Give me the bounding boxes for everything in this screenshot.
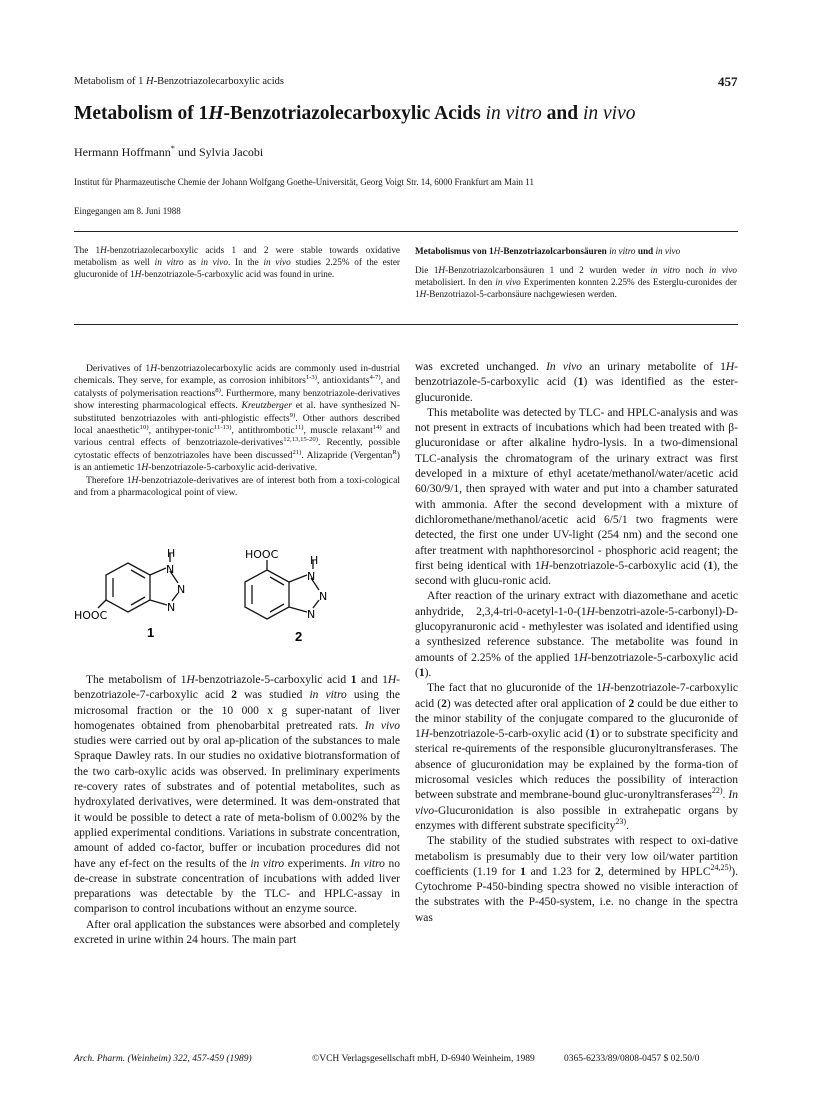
structure-2-hooc: HOOC — [245, 548, 279, 561]
structure-2 — [225, 545, 375, 645]
right-paragraph-5: The stability of the studied substrates with respect to oxi-dative metabolism is presumably due to their very low oil/water partition coefficients (1.19 for 1 and 1.23 for 2, determined by HPLC$^{24,25)}$). Cytochrome P-450-binding spectra showed no visible interaction of the substrates with the P-450-system, i.e. no change in the spectra was — [415, 835, 739, 924]
structure-1 — [70, 545, 210, 645]
structure-2-h: H — [310, 554, 319, 567]
right-paragraph-4: The fact that no glucuronide of the 1H-benzotriazole-7-carboxylic acid (2) was detected after oral application of 2 could be due either to the minor stability of the conjugate compared to the glucuronide of 1H-benzotriazole-5-carb-oxylic acid (1) or to substrate specificity and sterical re-quirements of the responsible glucuronyltransferases. The absence of glucuronidation may be explained by the forma-tion of microsomal vesicles which reduces the possibility of interaction between substrate and membrane-bound gluc-uronyltransferases$^{22)}$. In vivo-Glucuronidation is also possible in extrahepatic organs by enzymes with different substrate specificity$^{23)}$. — [415, 682, 739, 832]
bottom-rule — [74, 324, 738, 325]
footer-journal: Arch. Pharm. (Weinheim) 322, 457-459 (1989) — [74, 1054, 252, 1064]
introduction — [74, 363, 400, 499]
top-rule — [74, 231, 738, 232]
intro-paragraph-2: Therefore 1H-benzotriazole-derivatives are of interest both from a toxi-cological and from a pharmacological point of view. — [74, 474, 400, 499]
affiliation: Institut für Pharmazeutische Chemie der Johann Wolfgang Goethe-Universität, Georg Voigt Str. 14, 6000 Frankfurt am Main 11 — [74, 177, 534, 187]
intro-paragraph-1: Derivatives of 1H-benzotriazolecarboxylic acids are commonly used in-dustrial chemicals. They serve, for example, as corrosion inhibitors$^{1-3)}$, antioxidants$^{4-7)}$, and catalysts of polymerisation reactions$^{8)}$. Furthermore, many benzotriazole-derivatives show interesting pharmacological effects. Kreutzberger et al. have synthesized N-substituted benzotriazoles with anti-phlogistic effects$^{9)}$. Other authors described local anaesthetic$^{10)}$, antihyper-tonic$^{11-13)}$, antithrombotic$^{11)}$, muscle relaxant$^{14)}$ and various central effects of benzotriazole-derivatives$^{12,13,15-20)}$. Recently, possible cytostatic effects of benzotriazoles have been discussed$^{21)}$. Alizapride (Vergentan$^R$) is an antiemetic 1H-benzotriazole-5-carboxylic acid-derivative. — [74, 363, 401, 474]
right-paragraph-2: This metabolite was detected by TLC- and HPLC-analysis and was not present in extracts of incubations which had been treated with β-glucuronidase or after alkaline hydro-lysis. In a two-dimensional TLC-analysis the chromatogram of the urinary extract was first developed in a mixture of ethyl acetate/methanol/water/acetic acid 60/30/9/1, then sprayed with water and put into a chamber saturated with ammonia. After the second development with a mixture of dichloromethane/methanol/acetic acid 6/5/1 two fragments were detected, the first one under UV-light (254 nm) and the second one after treatment with naphthoresorcinol - phosphoric acid reagent; the first being identical with 1H-benzotriazole-5-carboxylic acid (1), the second with glucu-ronic acid. — [415, 406, 738, 588]
structure-1-n2: N — [177, 583, 186, 596]
left-column-body — [74, 673, 400, 948]
structure-1-label: 1 — [147, 625, 155, 640]
running-head: Metabolism of 1 H-Benzotriazolecarboxylic acids — [74, 76, 284, 87]
left-paragraph-1: The metabolism of 1H-benzotriazole-5-carboxylic acid 1 and 1H-benzotriazole-7-carboxylic acid 2 was studied in vitro using the microsomal fraction or the 10 000 x g super-natant of liver homogenates obtained from phenobarbital pretreated rats. In vivo studies were carried out by oral ap-plication of the substances to male Spraque Dawley rats. In our studies no oxidative biotransformation of the two carb-oxylic acids was observed. In preliminary experiments re-covery rates of substrates and of potential metabolites, such as hydroxylated derivatives, were determined. It was dem-onstrated that it would be possible to detect a rate of meta-bolism of 0.002% by the applied experimental conditions. Variations in substrate concentration, amount of added co-factor, buffer or incubation procedures did not have any ef-fect on the results of the in vitro experiments. In vitro no de-crease in substrate concentration of incubations with added liver preparations was detectable by the TLC- and HPLC-assay in comparison to control incubations without an enzyme source. — [74, 674, 401, 916]
received-date: Eingegangen am 8. Juni 1988 — [74, 206, 181, 216]
structure-2-n1: N — [307, 570, 316, 583]
abstract-german: Die 1H-Benzotriazolcarbonsäuren 1 und 2 wurden weder in vitro noch in vivo metabolisiert. In den in vivo Experimenten konnten 2.25% des Esterglu-curonides der 1H-Benzotriazol-5-carbonsäure nachgewiesen werden. — [415, 265, 737, 299]
right-paragraph-1: was excreted unchanged. In vivo an urinary metabolite of 1H-benzotriazole-5-carboxylic acid (1) was identified as the ester-glucuronide. — [415, 361, 739, 404]
footer-code: 0365-6233/89/0808-0457 $ 02.50/0 — [564, 1054, 700, 1064]
structure-2-label: 2 — [295, 629, 303, 644]
structure-1-hooc: HOOC — [74, 609, 108, 622]
page-number: 457 — [718, 74, 738, 89]
structure-1-n1: N — [166, 563, 175, 576]
footer-publisher: ©VCH Verlagsgesellschaft mbH, D-6940 Weinheim, 1989 — [312, 1054, 535, 1064]
structure-2-n3: N — [307, 608, 316, 621]
abstract-english: The 1H-benzotriazolecarboxylic acids 1 and 2 were stable towards oxidative metabolism as well in vitro as in vivo. In the in vivo studies 2.25% of the ester glucuronide of 1H-benzotriazole-5-carboxylic acid was found in urine. — [74, 245, 400, 279]
right-paragraph-3: After reaction of the urinary extract with diazomethane and acetic anhydride, 2,3,4-tri-0-acetyl-1-0-(1H-benzotri-azole-5-carbonyl)-D-glucopyranuronic acid - methylester was isolated and identified using a synthesized reference substance. The metabolite was found in amounts of 2.25% of the applied 1H-benzotriazole-5-carboxylic acid (1). — [415, 590, 738, 679]
abstract-german-title: Metabolismus von 1H-Benzotriazolcarbonsäuren in vitro und in vivo — [415, 246, 681, 256]
structure-1-h: H — [167, 547, 176, 560]
structure-2-n2: N — [319, 590, 328, 603]
structure-1-n3: N — [167, 601, 176, 614]
authors: Hermann Hoffmann* und Sylvia Jacobi — [74, 144, 264, 159]
article-title: Metabolism of 1H-Benzotriazolecarboxylic Acids in vitro and in vivo — [74, 103, 636, 124]
right-column-body — [415, 360, 738, 926]
left-paragraph-2: After oral application the substances were absorbed and completely excreted in urine within 24 hours. The main part — [74, 918, 400, 947]
